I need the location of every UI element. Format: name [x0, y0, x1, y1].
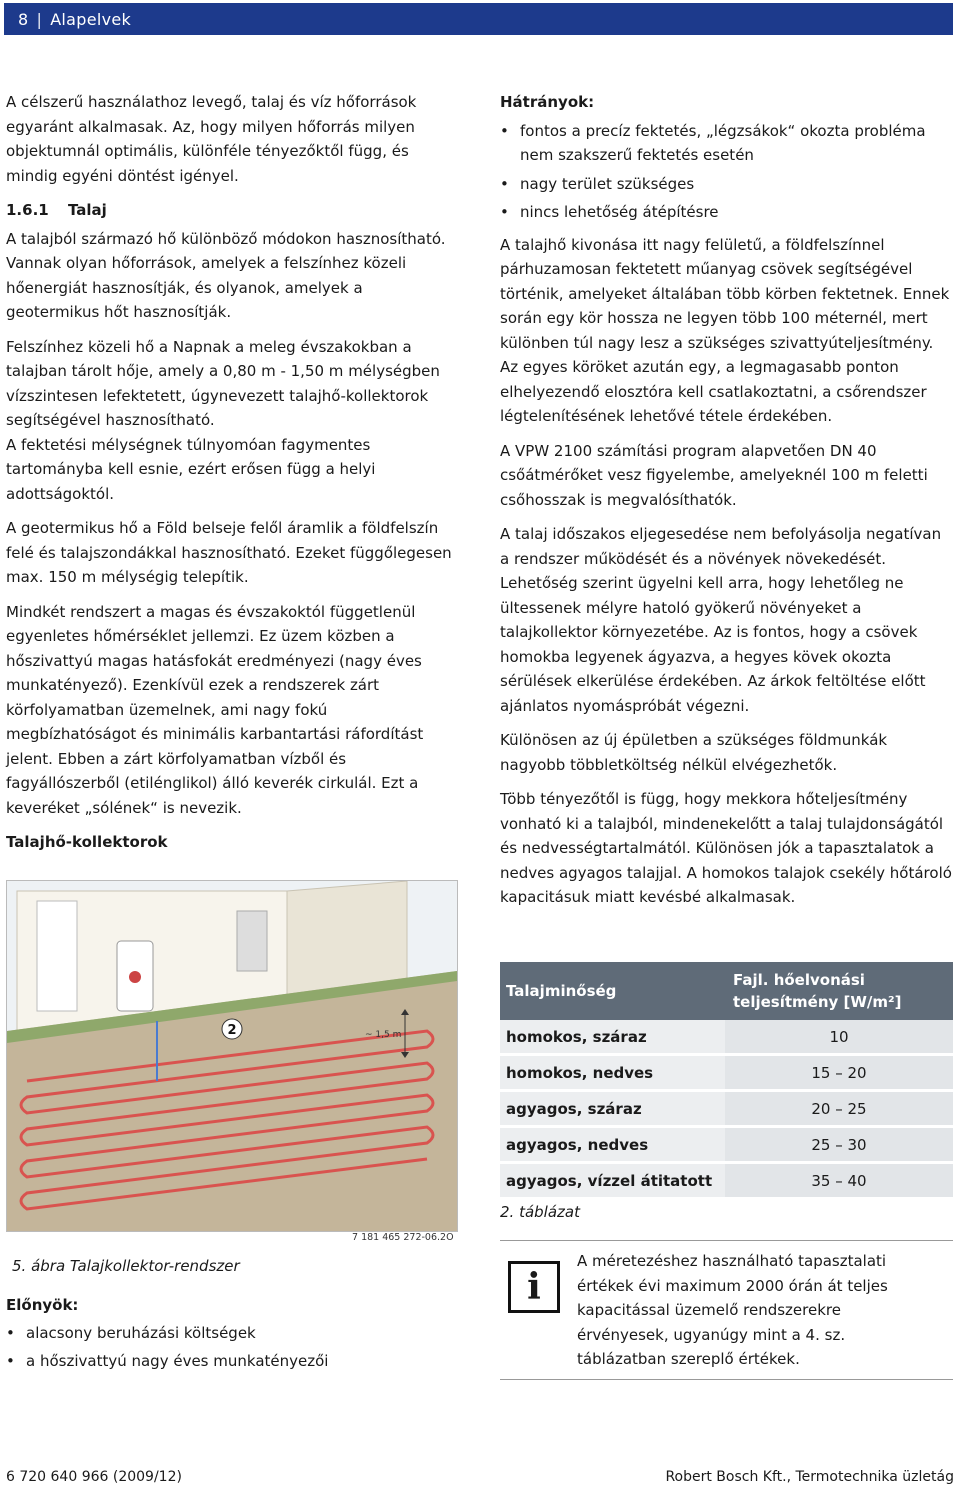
callout-2: 2 [227, 1023, 237, 1038]
table-row [500, 1091, 953, 1127]
paragraph: A geotermikus hő a Föld belseje felől áramlik a földfelszín felé és talajszondákkal hasznosítható. Ezeket függőlegesen max. 150 m mélységig telepítik. [6, 519, 452, 586]
paragraph: Különösen az új épületben a szükséges földmunkák nagyobb többletköltség nélkül elvégezhetők. [500, 731, 888, 774]
disadvantages-heading: Hátrányok: [500, 93, 595, 111]
paragraph: A talaj időszakos eljegesedése nem befolyásolja negatívan a rendszer működését és a növények növekedését. Lehetőség szerint ügyelni kell arra, hogy lehetőleg ne ültessenek mélyre hatoló gyökerű növényeket a talajkollektor környezetébe. Az is fontos, hogy a csövek homokba legyenek ágyazva, a hegyes kövek okozta sérülések elkerülése érdekében. Az árkok feltöltése előtt ajánlatos nyomáspróbát végezni. [500, 525, 942, 715]
info-notice [500, 1240, 953, 1380]
ground-collector-figure [6, 880, 458, 1232]
figure-caption: 5. ábra Talajkollektor-rendszer [12, 1257, 240, 1275]
list-item: • a hőszivattyú nagy éves munkatényezői [6, 1349, 456, 1373]
info-icon: i [508, 1261, 560, 1313]
table-cell: 10 [725, 1020, 953, 1055]
table-row [500, 1127, 953, 1163]
footer-doc-number: 6 720 640 966 (2009/12) [6, 1469, 182, 1485]
page-number: 8 [18, 9, 29, 29]
footer-company: Robert Bosch Kft., Termotechnika üzletág [665, 1469, 954, 1485]
paragraph: A talajhő kivonása itt nagy felületű, a földfelszínnel párhuzamosan fektetett műanyag csövek segítségével történik, amelyeket általában több körben fektetnek. Ennek során egy kör hossza ne legyen több 100 méternél, mert különben túl nagy lesz a szükséges szivattyúteljesítmény. Az egyes köröket azután egy, a legmagasabb ponton elhelyezendő elosztóra kell csatlakoztatni, a csőrendszer légtelenítésének lehetővé tétele érdekében. [500, 235, 950, 425]
paragraph: A talajból származó hő különböző módokon hasznosítható. Vannak olyan hőforrások, amelyek a felszínhez közeli hőenergiát hasznosítják, és olyanok, amelyek a geotermikus hőt hasznosítják. [6, 229, 446, 321]
list-item: • alacsony beruházási költségek [6, 1321, 456, 1345]
collector-illustration [7, 881, 457, 1231]
collectors-heading: Talajhő-kollektorok [6, 833, 168, 851]
table-cell: 20 – 25 [725, 1091, 953, 1127]
table-row [500, 1020, 953, 1055]
soil-table [500, 962, 953, 1200]
section-heading [6, 198, 456, 223]
table-cell: 15 – 20 [725, 1055, 953, 1091]
list-item: • nagy terület szükséges [500, 172, 954, 197]
table-caption: 2. táblázat [500, 1203, 580, 1221]
paragraph: A fektetési mélységnek túlnyomóan fagymentes tartományba kell esnie, ezért erősen függ a helyi adottságoktól. [6, 435, 376, 503]
table-cell: 25 – 30 [725, 1127, 953, 1163]
advantages-block [6, 1293, 456, 1381]
intro-paragraph: A célszerű használathoz levegő, talaj és víz hőforrások egyaránt alkalmasak. Az, hogy milyen hőforrás milyen objektumnál optimális, különféle tényezőktől függ, és mindig egyéni döntést igényel. [6, 93, 417, 185]
depth-label: ~ 1,5 m [365, 1030, 402, 1040]
figure-code: 7 181 465 272-06.2O [352, 1232, 454, 1243]
right-column [500, 90, 954, 920]
table-header-soil: Talajminőség [500, 962, 725, 1020]
table-cell: agyagos, száraz [500, 1091, 725, 1127]
notice-text: A méretezéshez használható tapasztalati értékek évi maximum 2000 órán át teljes kapacitással üzemelő rendszerekre érvényesek, ugyanúgy mint a 4. sz. táblázatban szereplő értékek. [577, 1252, 888, 1368]
table-cell: homokos, száraz [500, 1020, 725, 1055]
disadvantages-list [500, 119, 954, 225]
table-cell: homokos, nedves [500, 1055, 725, 1091]
section-number: 1.6.1 [6, 201, 49, 219]
advantages-heading: Előnyök: [6, 1296, 79, 1314]
page-header [4, 3, 953, 35]
table-cell: 35 – 40 [725, 1163, 953, 1199]
page-footer [6, 1469, 954, 1485]
list-item: • nincs lehetőség átépítésre [500, 200, 954, 225]
table-header-output: Fajl. hőelvonási teljesítmény [W/m²] [725, 962, 953, 1020]
paragraph: A VPW 2100 számítási program alapvetően DN 40 csőátmérőket vesz figyelembe, amelyeknél 100 m feletti csőhosszak is megvalósíthatók. [500, 441, 928, 509]
section-name: Alapelvek [50, 9, 132, 29]
advantages-list [6, 1321, 456, 1373]
left-column [6, 90, 456, 855]
paragraph: Felszínhez közeli hő a Napnak a meleg évszakokban a talajban tárolt hője, amely a 0,80 m - 1,50 m mélységben vízszintesen lefektetett, úgynevezett talajhő-kollektorok segítségével hasznosítható. [6, 337, 440, 429]
paragraph: Több tényezőtől is függ, hogy mekkora hőteljesítmény vonható ki a talajból, mindenekelőtt a talaj tulajdonságától és nedvességtartalmától. Különösen jók a tapasztalatok a nedves agyagos talajjal. A homokos talajok csekély hőtároló kapacitásuk miatt kevésbé alkalmasak. [500, 790, 952, 906]
section-title: Talaj [68, 201, 107, 219]
paragraph: Mindkét rendszert a magas és évszakoktól függetlenül egyenletes hőmérséklet jellemzi. Ez üzem közben a hőszivattyú magas hatásfokát eredményezi (nagy éves munkatényező). Ezenkívül ezek a rendszerek zárt körfolyamatban üzemelnek, ami nagy fokú megbízhatóságot és minimális karbantartási ráfordítást jelent. Ebben a zárt körfolyamatban vízből és fagyállószerből (etilénglikol) álló keverék cirkulál. Ezt a keveréket „sólének“ is nevezik. [6, 602, 424, 817]
header-separator: | [36, 9, 43, 29]
list-item: • fontos a precíz fektetés, „légzsákok“ okozta probléma nem szakszerű fektetés esetén [500, 119, 954, 168]
table-cell: agyagos, nedves [500, 1127, 725, 1163]
table-cell: agyagos, vízzel átitatott [500, 1163, 725, 1199]
table-row [500, 1163, 953, 1199]
table-row [500, 1055, 953, 1091]
